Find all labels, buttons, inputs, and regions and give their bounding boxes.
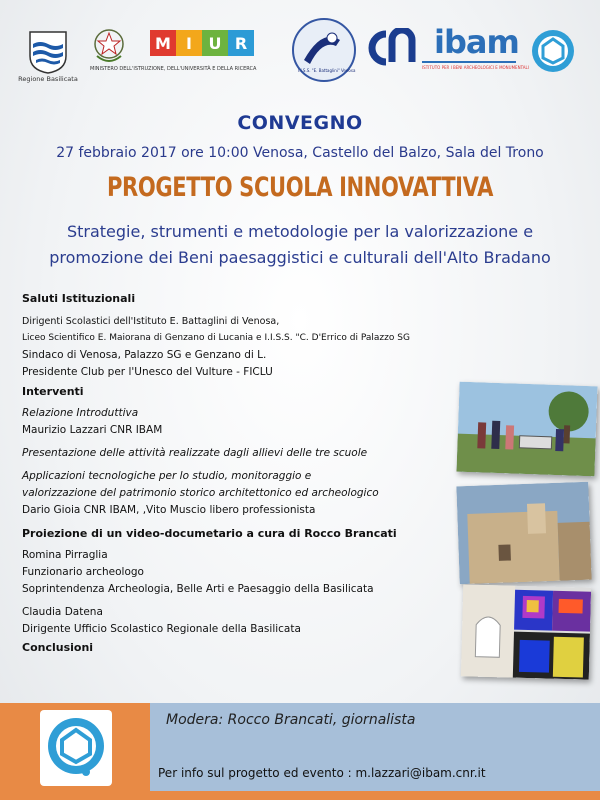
speaker-organization: Soprintendenza Archeologia, Belle Arti e Paesaggio della Basilicata	[22, 583, 374, 595]
scuola-innovativa-footer-icon	[40, 710, 112, 786]
saluti-line: Liceo Scientifico E. Maiorana di Genzano di Lucania e I.I.S.S. "C. D'Errico di Palazzo SG	[22, 333, 410, 343]
speaker-name: Claudia Datena	[22, 606, 103, 618]
relazione-title: Relazione Introduttiva	[22, 407, 139, 419]
relazione-speaker: Maurizio Lazzari CNR IBAM	[22, 424, 163, 436]
iiss-battaglini-logo	[292, 18, 356, 82]
regione-label: Regione Basilicata	[18, 75, 78, 83]
miur-letter: R	[228, 30, 254, 56]
ibam-caption: ISTITUTO PER I BENI ARCHEOLOGICI E MONUMENTALI	[422, 65, 529, 70]
project-subtitle-line1: Strategie, strumenti e metodologie per la valorizzazione e	[66, 222, 534, 241]
scuola-innovativa-logo-icon	[530, 28, 576, 78]
regione-shield-icon	[28, 30, 68, 74]
saluti-heading: Saluti Istituzionali	[22, 292, 136, 305]
moderator-line: Modera: Rocco Brancati, giornalista	[166, 712, 416, 728]
ibam-wordmark: ibam	[434, 23, 519, 61]
footer-logo	[40, 710, 112, 786]
applicazioni-title: Applicazioni tecnologiche per lo studio, monitoraggio e	[22, 470, 312, 482]
iiss-caption: I.I.S.S. "E. Battaglini" Venosa	[298, 68, 356, 73]
ibam-logo	[422, 23, 529, 71]
speaker-role: Funzionario archeologo	[22, 566, 144, 578]
conclusioni-heading: Conclusioni	[22, 641, 94, 654]
miur-letter: U	[202, 30, 228, 56]
regione-basilicata-logo	[18, 30, 78, 82]
students-outdoor-photo	[456, 382, 597, 477]
speaker-name: Romina Pirraglia	[22, 549, 108, 561]
logo-bar	[10, 14, 590, 94]
thermal-scan-photo	[461, 584, 591, 679]
project-subtitle-line2: promozione dei Beni paesaggistici e culturali dell'Alto Bradano	[49, 248, 551, 267]
miur-letter: I	[176, 30, 202, 56]
miur-letter: M	[150, 30, 176, 56]
event-date-location: 27 febbraio 2017 ore 10:00 Venosa, Castello del Balzo, Sala del Trono	[56, 145, 544, 161]
presentazione-title: Presentazione delle attività realizzate dagli allievi delle tre scuole	[22, 447, 368, 459]
miur-caption: MINISTERO DELL'ISTRUZIONE, DELL'UNIVERSITÀ E DELLA RICERCA	[90, 66, 257, 72]
saluti-line: Sindaco di Venosa, Palazzo SG e Genzano di L.	[22, 349, 267, 361]
project-title: PROGETTO SCUOLA INNOVATTIVA	[106, 172, 494, 203]
contact-info: Per info sul progetto ed evento : m.lazzari@ibam.cnr.it	[158, 766, 486, 780]
proiezione-heading: Proiezione di un video-documetario a cura di Rocco Brancati	[22, 527, 397, 540]
repubblica-emblem-icon	[92, 26, 126, 70]
interventi-heading: Interventi	[22, 385, 84, 398]
saluti-line: Presidente Club per l'Unesco del Vulture - FICLU	[22, 366, 273, 378]
saluti-line: Dirigenti Scolastici dell'Istituto E. Battaglini di Venosa,	[22, 316, 280, 327]
event-type-heading: CONVEGNO	[237, 112, 363, 134]
applicazioni-speakers: Dario Gioia CNR IBAM, ,Vito Muscio libero professionista	[22, 504, 316, 516]
program	[22, 290, 492, 656]
castle-photo	[456, 482, 591, 585]
speaker-role: Dirigente Ufficio Scolastico Regionale della Basilicata	[22, 623, 301, 635]
cnr-logo-icon	[364, 28, 420, 72]
miur-logo	[150, 30, 254, 56]
applicazioni-title: valorizzazione del patrimonio storico architettonico ed archeologico	[22, 487, 379, 499]
